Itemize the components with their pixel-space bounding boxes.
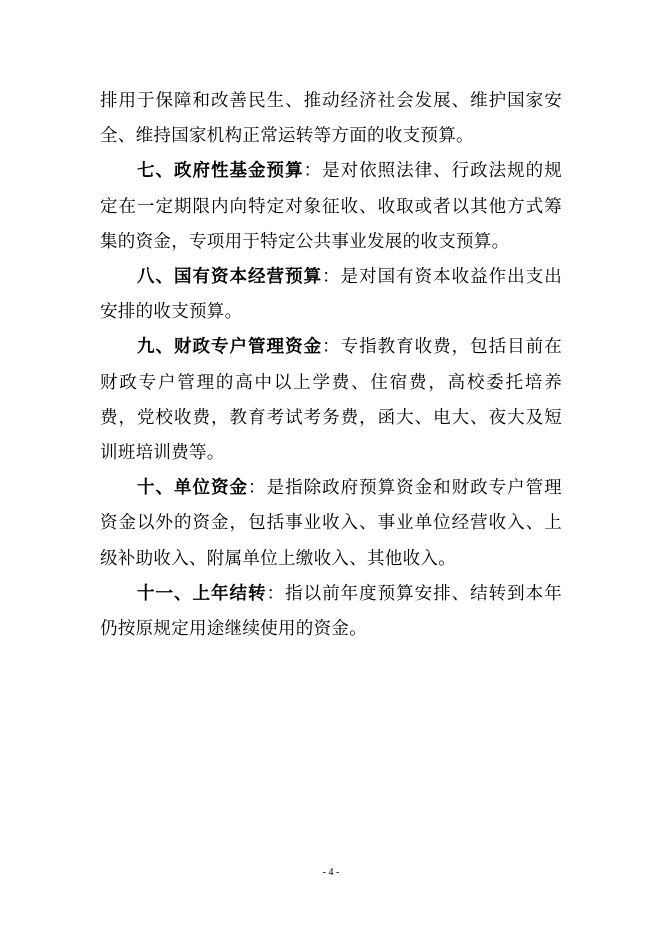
section-definition: 指以前年度预算安排、结转到本年仍按原规定用途继续使用的资金。	[100, 583, 562, 640]
document-body	[100, 84, 562, 647]
section-term: 十、单位资金	[137, 478, 249, 499]
section-separator: ：	[322, 337, 341, 358]
section-prior-year-carryover	[100, 577, 562, 647]
section-separator: ：	[322, 267, 341, 288]
section-separator: ：	[266, 583, 286, 604]
section-unit-funds	[100, 471, 562, 577]
page-number: - 4 -	[322, 867, 340, 878]
section-special-account-funds	[100, 330, 562, 471]
section-separator: ：	[248, 478, 267, 499]
section-definition: 是对国有资本收益作出支出安排的收支预算。	[100, 267, 562, 323]
section-definition: 是指除政府预算资金和财政专户管理资金以外的资金，包括事业收入、事业单位经营收入、上级补助收入、附属单位上缴收入、其他收入。	[100, 478, 562, 569]
section-government-fund-budget	[100, 154, 562, 260]
section-term: 十一、上年结转	[137, 583, 267, 604]
section-term: 八、国有资本经营预算	[137, 267, 323, 288]
section-definition: 是对依照法律、行政法规的规定在一定期限内向特定对象征收、收取或者以其他方式筹集的资金，专项用于特定公共事业发展的收支预算。	[100, 161, 562, 252]
section-term: 九、财政专户管理资金	[137, 337, 323, 358]
section-state-capital-budget	[100, 260, 562, 330]
section-term: 七、政府性基金预算	[137, 161, 304, 182]
section-separator: ：	[303, 161, 323, 182]
continuation-paragraph: 排用于保障和改善民生、推动经济社会发展、维护国家安全、维持国家机构正常运转等方面的收支预算。	[100, 91, 562, 147]
section-definition: 专指教育收费，包括目前在财政专户管理的高中以上学费、住宿费，高校委托培养费，党校收费，教育考试考务费，函大、电大、夜大及短训班培训费等。	[100, 337, 562, 464]
